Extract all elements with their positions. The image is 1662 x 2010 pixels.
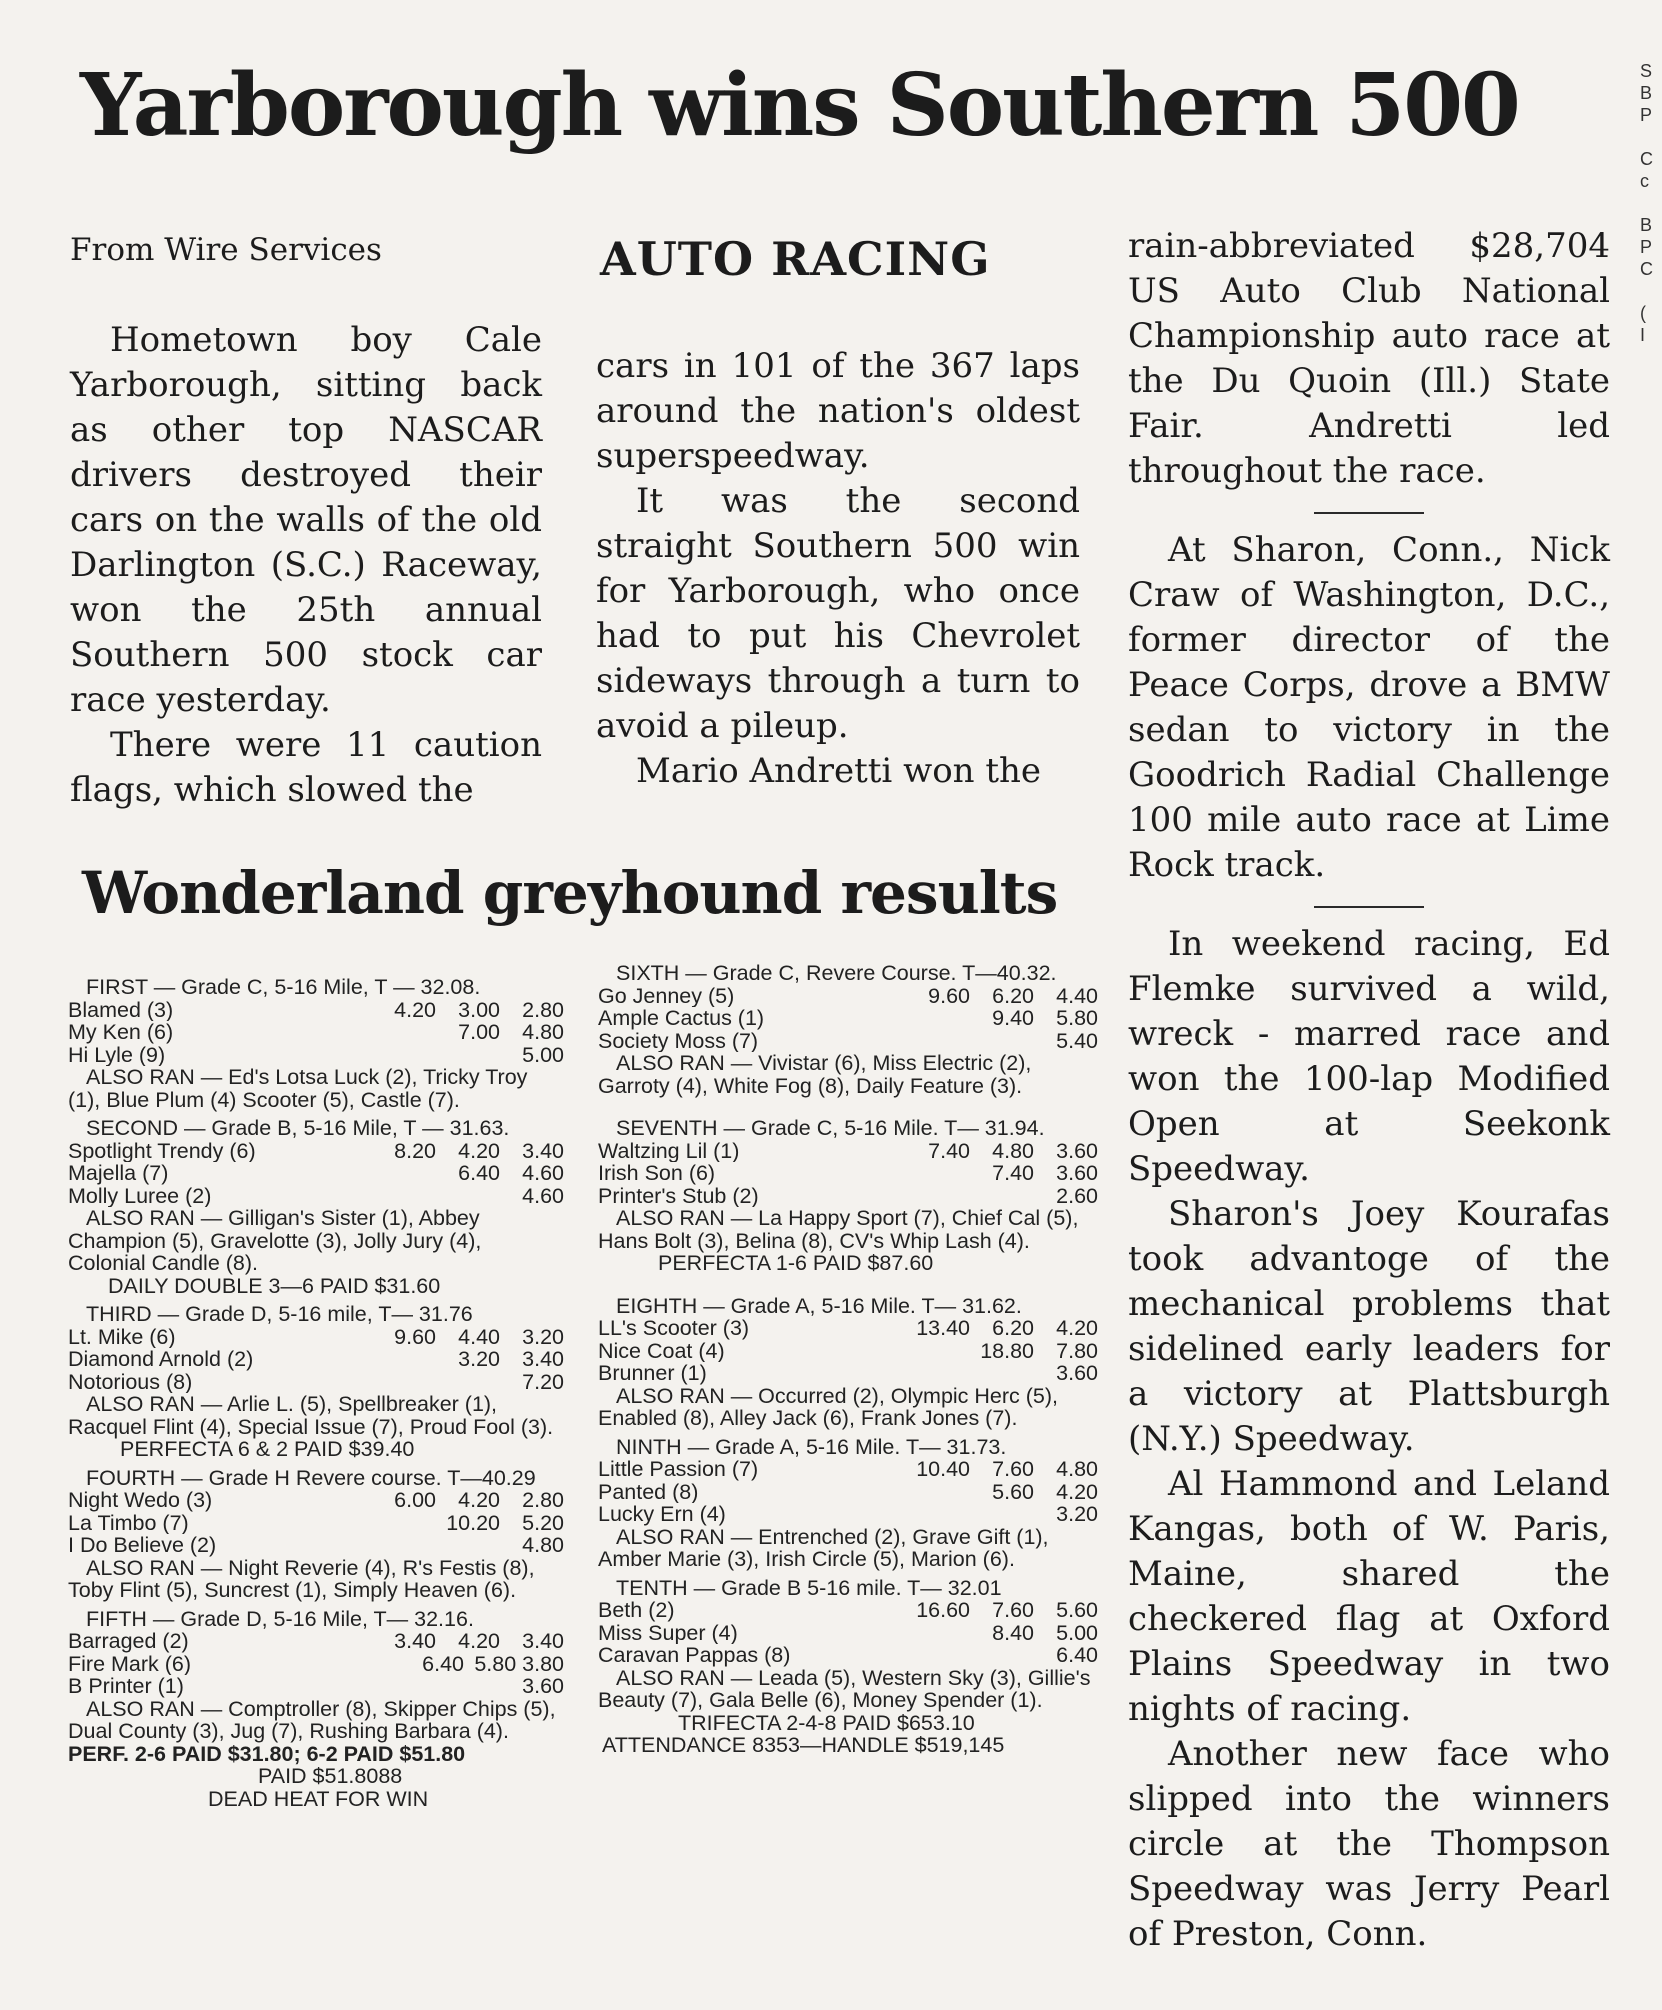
divider <box>1314 906 1424 908</box>
result-row: Blamed (3) 4.20 3.00 2.80 <box>68 997 564 1022</box>
race-fifth <box>68 1608 564 1811</box>
result-row: My Ken (6) 7.00 4.80 <box>68 1020 564 1044</box>
perfecta: PERFECTA 1-6 PAID $87.60 <box>658 1251 934 1275</box>
race-header: NINTH — Grade A, 5-16 Mile. T— 31.73. <box>616 1434 1007 1459</box>
greyhound-headline: Wonderland greyhound results <box>82 859 1058 927</box>
also-ran: ALSO RAN — Arlie L. (5), Spellbreaker (1), Racquel Flint (4), Special Issue (7), Proud Fool (3). <box>68 1392 554 1439</box>
also-ran: ALSO RAN — Leada (5), Western Sky (3), Gillie's Beauty (7), Gala Belle (6), Money Spender (1). <box>598 1665 1091 1712</box>
result-row: Panted (8) 5.60 4.20 <box>598 1479 1098 1504</box>
result-row: Caravan Pappas (8) 6.40 <box>598 1643 1098 1667</box>
paragraph: At Sharon, Conn., Nick Craw of Washington, D.C., former director of the Peace Corps, drove a BMW sedan to victory in the Goodrich Radial Challenge 100 mile auto race at Lime Rock track. <box>1128 530 1610 885</box>
result-row: B Printer (1) 3.60 <box>68 1674 564 1698</box>
race-eighth <box>598 1295 1098 1430</box>
race-fourth <box>68 1467 564 1602</box>
result-row: Beth (2) 16.60 7.60 5.60 <box>598 1598 1098 1622</box>
result-row: Miss Super (4) 8.40 5.00 <box>598 1620 1098 1645</box>
race-header: SEVENTH — Grade C, 5-16 Mile. T— 31.94. <box>616 1116 1045 1140</box>
also-ran: ALSO RAN — Entrenched (2), Grave Gift (1), Amber Marie (3), Irish Circle (5), Marion (6). <box>598 1524 1049 1571</box>
race-first <box>68 976 564 1111</box>
race-ninth <box>598 1436 1098 1571</box>
also-ran: ALSO RAN — Gilligan's Sister (1), Abbey Champion (5), Gravelotte (3), Jolly Jury (4), Colonial Candle (8). <box>68 1206 482 1275</box>
perfecta-paid: PAID $51.8088 <box>258 1764 403 1788</box>
result-row: Little Passion (7) 10.40 7.60 4.80 <box>598 1457 1098 1481</box>
attendance: ATTENDANCE 8353—HANDLE $519,145 <box>602 1733 1005 1757</box>
race-seventh <box>598 1117 1098 1275</box>
race-header: TENTH — Grade B 5-16 mile. T— 32.01 <box>616 1575 1002 1600</box>
race-second <box>68 1117 564 1297</box>
result-row: Society Moss (7) 5.40 <box>598 1028 1098 1053</box>
race-header: FOURTH — Grade H Revere course. T—40.29 <box>86 1465 536 1490</box>
result-row: Hi Lyle (9) 5.00 <box>68 1042 564 1067</box>
result-row: Lucky Ern (4) 3.20 <box>598 1502 1098 1526</box>
result-row: Majella (7) 6.40 4.60 <box>68 1161 564 1185</box>
race-header: THIRD — Grade D, 5-16 mile, T— 31.76 <box>86 1302 473 1326</box>
paragraph: It was the second straight Southern 500 win for Yarborough, who once had to put his Chevrolet sideways through a turn to avoid a pileup. <box>596 481 1080 746</box>
results-column-left <box>68 976 564 1816</box>
paragraph: Another new face who slipped into the winners circle at the Thompson Speedway was Jerry Pearl of Preston, Conn. <box>1128 1734 1610 1954</box>
result-row: Barraged (2) 3.40 4.20 3.40 <box>68 1629 564 1653</box>
also-ran: ALSO RAN — Ed's Lotsa Luck (2), Tricky Troy (1), Blue Plum (4) Scooter (5), Castle (7). <box>68 1065 528 1112</box>
perfecta: PERF. 2-6 PAID $31.80; 6-2 PAID $51.80 <box>68 1741 466 1766</box>
result-row: Go Jenney (5) 9.60 6.20 4.40 <box>598 983 1098 1008</box>
article-column-2 <box>596 344 1080 794</box>
result-row: Fire Mark (6) 6.40 5.80 3.80 <box>68 1651 564 1676</box>
paragraph: Sharon's Joey Kourafas took advantoge of the mechanical problems that sidelined early leaders for a victory at Plattsburgh (N.Y.) Speedway. <box>1128 1194 1610 1459</box>
paragraph: Mario Andretti won the <box>636 751 1042 791</box>
paragraph: In weekend racing, Ed Flemke survived a wild, wreck - marred race and won the 100-lap Modified Open at Seekonk Speedway. <box>1128 924 1610 1189</box>
section-label: AUTO RACING <box>600 232 991 286</box>
race-header: FIRST — Grade C, 5-16 Mile, T — 32.08. <box>86 975 481 999</box>
paragraph: Al Hammond and Leland Kangas, both of W. Paris, Maine, shared the checkered flag at Oxford Plains Speedway in two nights of racing. <box>1128 1464 1610 1729</box>
also-ran: ALSO RAN — Night Reverie (4), R's Festis (8), Toby Flint (5), Suncrest (1), Simply Heaven (6). <box>68 1555 535 1602</box>
byline: From Wire Services <box>70 232 382 268</box>
also-ran: ALSO RAN — Comptroller (8), Skipper Chips (5), Dual County (3), Jug (7), Rushing Barbara (4). <box>68 1696 556 1743</box>
divider <box>1314 512 1424 514</box>
result-row: Printer's Stub (2) 2.60 <box>598 1183 1098 1208</box>
result-row: I Do Believe (2) 4.80 <box>68 1533 564 1557</box>
also-ran: ALSO RAN — Occurred (2), Olympic Herc (5), Enabled (8), Alley Jack (6), Frank Jones (7). <box>598 1383 1059 1430</box>
adjacent-column-edge: S B P C c B P C ( I <box>1640 61 1653 345</box>
article-column-3 <box>1128 224 1610 1957</box>
also-ran: ALSO RAN — La Happy Sport (7), Chief Cal (5), Hans Bolt (3), Belina (8), CV's Whip Lash (4). <box>598 1206 1079 1253</box>
headline: Yarborough wins Southern 500 <box>80 55 1519 156</box>
result-row: Notorious (8) 7.20 <box>68 1369 564 1394</box>
article-column-1 <box>70 318 542 813</box>
result-row: Irish Son (6) 7.40 3.60 <box>598 1161 1098 1185</box>
paragraph: There were 11 caution flags, which slowed the <box>70 725 542 810</box>
race-header: SECOND — Grade B, 5-16 Mile, T — 31.63. <box>86 1116 510 1140</box>
daily-double: DAILY DOUBLE 3—6 PAID $31.60 <box>108 1273 441 1298</box>
result-row: Night Wedo (3) 6.00 4.20 2.80 <box>68 1488 564 1512</box>
paragraph: Hometown boy Cale Yarborough, sitting back as other top NASCAR drivers destroyed their cars on the walls of the old Darlington (S.C.) Raceway, won the 25th annual Southern 500 stock car race yesterday. <box>70 320 542 720</box>
trifecta: TRIFECTA 2-4-8 PAID $653.10 <box>678 1710 975 1735</box>
paragraph: rain-abbreviated $28,704 US Auto Club National Championship auto race at the Du Quoin (Ill.) State Fair. Andretti led throughout the race. <box>1128 226 1610 491</box>
result-row: Molly Luree (2) 4.60 <box>68 1183 564 1208</box>
result-row: La Timbo (7) 10.20 5.20 <box>68 1510 564 1535</box>
dead-heat: DEAD HEAT FOR WIN <box>208 1786 429 1811</box>
race-header: EIGHTH — Grade A, 5-16 Mile. T— 31.62. <box>616 1293 1022 1318</box>
result-row: Ample Cactus (1) 9.40 5.80 <box>598 1006 1098 1030</box>
perfecta: PERFECTA 6 & 2 PAID $39.40 <box>120 1437 415 1461</box>
paragraph: cars in 101 of the 367 laps around the nation's oldest superspeedway. <box>596 346 1080 476</box>
result-row: Nice Coat (4) 18.80 7.80 <box>598 1338 1098 1363</box>
race-header: FIFTH — Grade D, 5-16 Mile, T— 32.16. <box>86 1606 474 1631</box>
result-row: Brunner (1) 3.60 <box>598 1361 1098 1385</box>
result-row: Diamond Arnold (2) 3.20 3.40 <box>68 1347 564 1371</box>
race-third <box>68 1303 564 1461</box>
result-row: LL's Scooter (3) 13.40 6.20 4.20 <box>598 1316 1098 1340</box>
result-row: Lt. Mike (6) 9.60 4.40 3.20 <box>68 1324 564 1349</box>
race-sixth <box>598 962 1098 1097</box>
race-header: SIXTH — Grade C, Revere Course. T—40.32. <box>616 961 1057 985</box>
result-row: Spotlight Trendy (6) 8.20 4.20 3.40 <box>68 1138 564 1163</box>
result-row: Waltzing Lil (1) 7.40 4.80 3.60 <box>598 1138 1098 1163</box>
race-tenth <box>598 1577 1098 1757</box>
also-ran: ALSO RAN — Vivistar (6), Miss Electric (2), Garroty (4), White Fog (8), Daily Feature (3). <box>598 1051 1032 1098</box>
results-column-right <box>598 962 1098 1763</box>
